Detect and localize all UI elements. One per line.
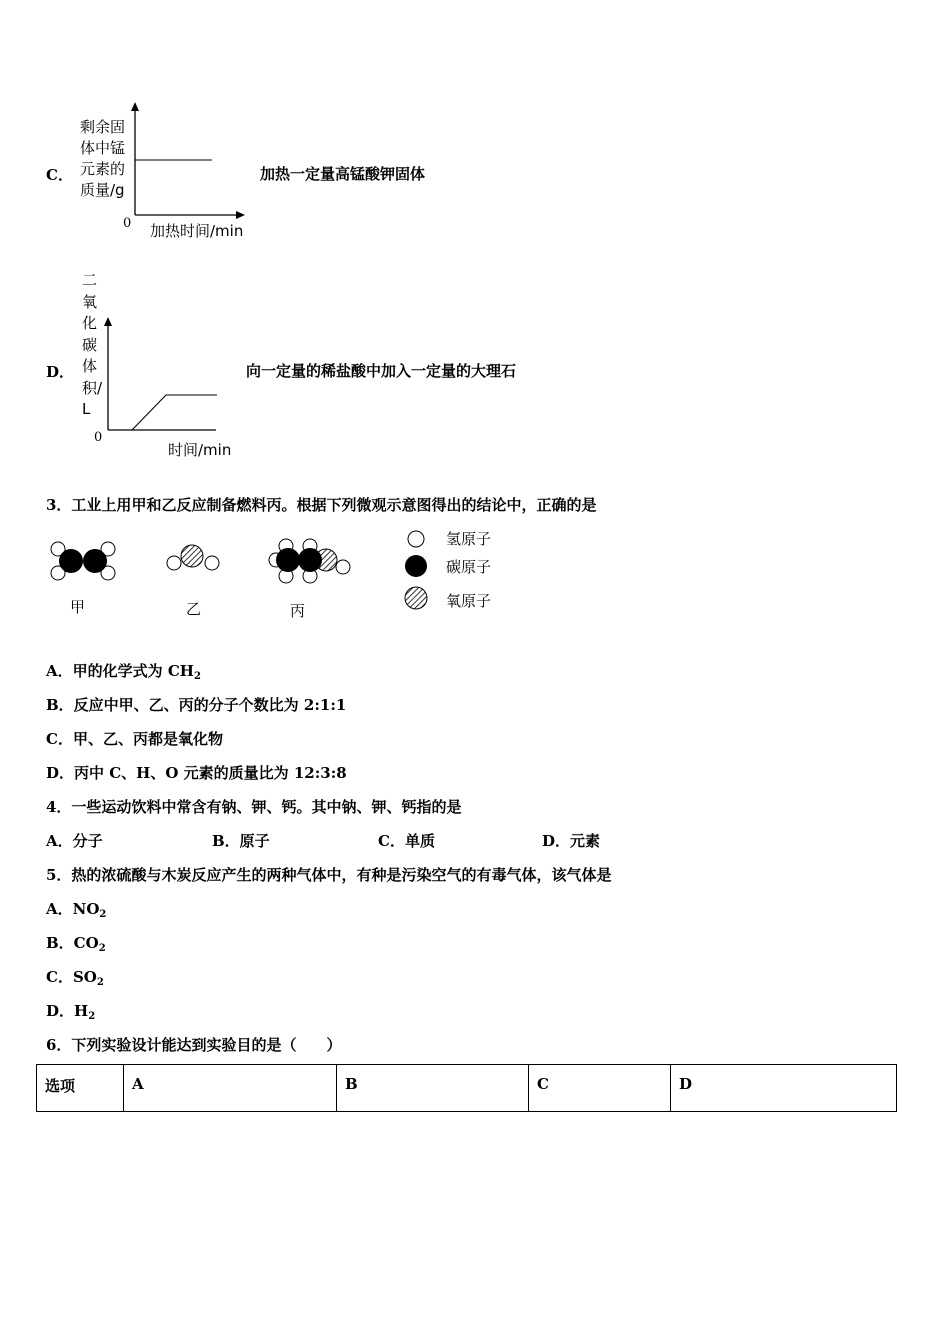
table-header-a: A (124, 1065, 337, 1112)
question-5-option-a: A．$NO_2$ (46, 900, 107, 920)
question-3-option-a: A．甲的化学式为 $CH_2$ (46, 662, 201, 682)
option-c-description: 加热一定量高锰酸钾固体 (260, 165, 426, 183)
graph-d-xlabel: 时间/min (168, 441, 232, 459)
option-d-label: D． (46, 363, 75, 381)
legend-hydrogen: 氢原子 (446, 530, 492, 548)
molecule-yi-label: 乙 (186, 600, 202, 618)
table-header-option: 选项 (37, 1065, 124, 1112)
question-5-option-d: D．$H_2$ (46, 1002, 96, 1022)
molecule-bing (269, 539, 350, 583)
question-4-stem: 4．一些运动饮料中常含有钠、钾、钙。其中钠、钾、钙指的是 (46, 798, 462, 816)
question-4-option-c: C．单质 (378, 832, 435, 850)
molecule-jia (51, 542, 115, 580)
table-row (37, 1065, 897, 1112)
question-5-option-c: C．$SO_2$ (46, 968, 104, 988)
molecule-jia-label: 甲 (70, 598, 86, 616)
graph-c-ylabel: 剩余固 体中锰 元素的 质量/g (80, 118, 126, 199)
graph-c-xlabel: 加热时间/min (150, 222, 244, 240)
question-3-option-d: D．丙中 C、H、O 元素的质量比为 12:3:8 (46, 764, 347, 782)
table-header-d: D (671, 1065, 897, 1112)
question-6-stem: 6．下列实验设计能达到实验目的是（ ） (46, 1036, 342, 1054)
question-6-table (36, 1064, 897, 1112)
option-c-label: C． (46, 166, 73, 184)
question-4-option-b: B．原子 (212, 832, 270, 850)
molecule-bing-label: 丙 (290, 602, 306, 620)
molecule-diagram (40, 530, 510, 622)
table-header-b: B (337, 1065, 529, 1112)
legend-symbols (405, 531, 427, 609)
graph-d-origin: 0 (94, 430, 103, 445)
graph-c-axes (120, 100, 250, 225)
question-5-option-b: B．$CO_2$ (46, 934, 106, 954)
question-5-stem: 5．热的浓硫酸与木炭反应产生的两种气体中，有种是污染空气的有毒气体，该气体是 (46, 866, 612, 884)
legend-carbon: 碳原子 (446, 558, 492, 576)
graph-c-origin: 0 (123, 216, 132, 231)
graph-d-ylabel: 二 氧 化 碳 体 积/ L (82, 271, 103, 418)
question-3-option-c: C．甲、乙、丙都是氧化物 (46, 730, 223, 748)
legend-oxygen: 氧原子 (446, 592, 492, 610)
question-3-option-b: B．反应中甲、乙、丙的分子个数比为 2:1:1 (46, 696, 347, 714)
graph-d-line (132, 395, 217, 430)
graph-d-axes (98, 315, 223, 435)
question-4-option-d: D．元素 (542, 832, 601, 850)
question-3-stem: 3．工业上用甲和乙反应制备燃料丙。根据下列微观示意图得出的结论中，正确的是 (46, 496, 597, 514)
option-d-description: 向一定量的稀盐酸中加入一定量的大理石 (246, 362, 517, 380)
molecule-yi (167, 545, 219, 570)
question-4-option-a: A．分子 (46, 832, 103, 850)
table-header-c: C (529, 1065, 671, 1112)
